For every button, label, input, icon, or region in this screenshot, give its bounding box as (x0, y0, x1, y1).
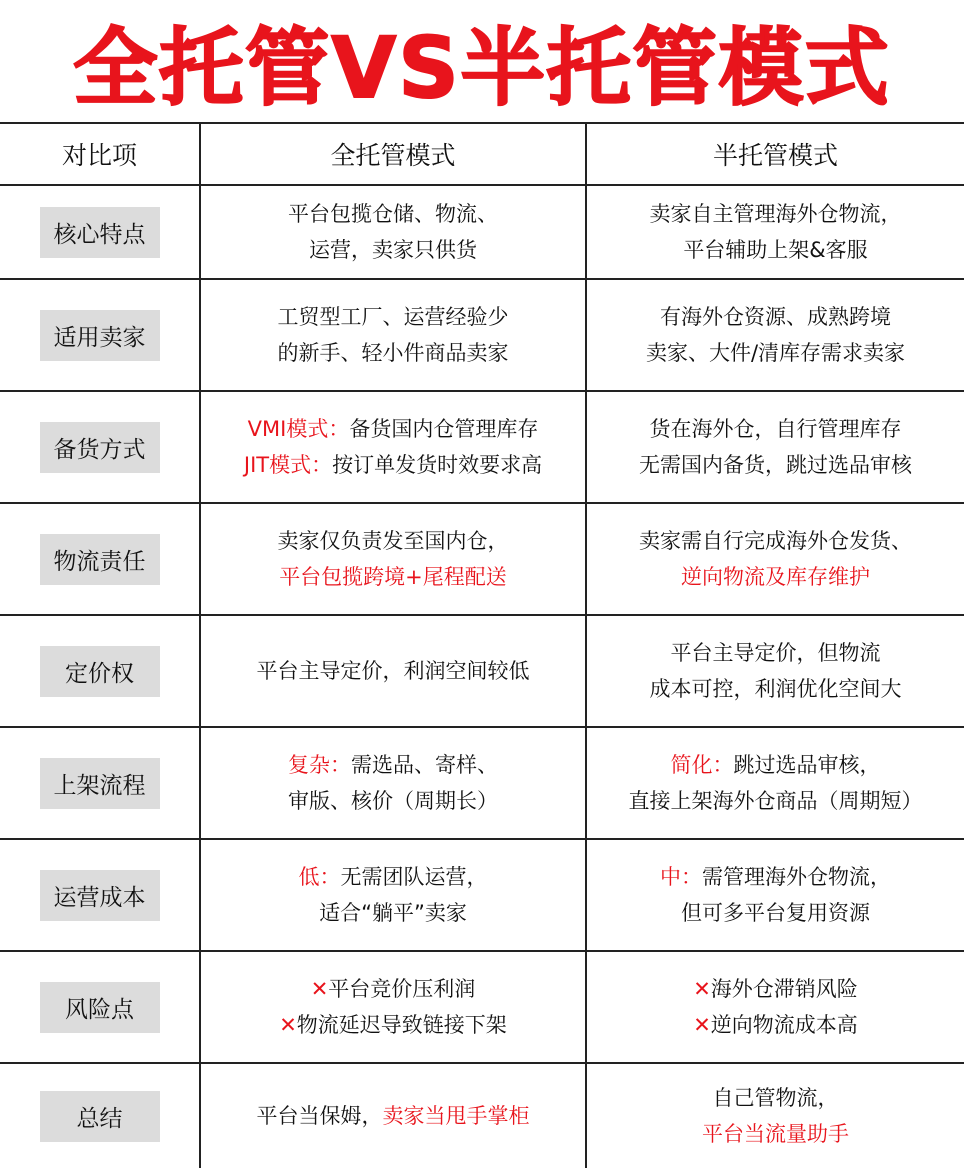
cell-text: 平台包揽仓储、物流、 (288, 202, 498, 226)
row-label-badge: 定价权 (40, 646, 160, 697)
cell-line (201, 1098, 585, 1134)
cell-line (201, 971, 585, 1007)
cell-line (201, 559, 585, 595)
cross-icon: ✕ (279, 1013, 297, 1037)
cell-text: 卖家仅负责发至国内仓， (277, 529, 509, 553)
cell-content (201, 299, 585, 371)
page-title: 全托管VS半托管模式 (73, 18, 891, 117)
semi-managed-cell (586, 185, 964, 279)
header-cell-semi-managed: 半托管模式 (586, 123, 964, 185)
row-label-cell (0, 615, 200, 727)
table-row (0, 391, 964, 503)
cell-text: 平台主导定价，利润空间较低 (256, 659, 530, 683)
table-row (0, 727, 964, 839)
cell-content (201, 859, 585, 931)
cell-line (201, 232, 585, 268)
cell-text: 平台主导定价，但物流 (670, 641, 881, 665)
cell-text: 无需团队运营， (340, 865, 488, 889)
cell-content (587, 299, 964, 371)
full-managed-cell (200, 185, 586, 279)
row-label-cell (0, 185, 200, 279)
cell-text: 逆向物流成本高 (710, 1013, 858, 1037)
row-label-badge: 备货方式 (40, 422, 160, 473)
cell-line (201, 523, 585, 559)
semi-managed-cell (586, 391, 964, 503)
cell-text: 货在海外仓，自行管理库存 (649, 417, 902, 441)
cell-text: 工贸型工厂、运营经验少 (277, 305, 509, 329)
cell-line (201, 1007, 585, 1043)
cell-line (201, 783, 585, 819)
cell-text: VMI模式： (247, 417, 350, 441)
cell-text: 平台包揽跨境+尾程配送 (279, 565, 507, 589)
cell-line (587, 232, 964, 268)
cell-content (587, 523, 964, 595)
table-row (0, 279, 964, 391)
row-label-cell (0, 503, 200, 615)
header-cell-item: 对比项 (0, 123, 200, 185)
cell-text: 自己管物流， (712, 1086, 839, 1110)
cell-text: 复杂： (288, 753, 351, 777)
semi-managed-cell (586, 727, 964, 839)
full-managed-cell (200, 727, 586, 839)
cell-text: 需管理海外仓物流， (702, 865, 891, 889)
cell-content (587, 635, 964, 707)
table-row (0, 615, 964, 727)
cell-line (201, 411, 585, 447)
cell-text: 跳过选品审核， (733, 753, 881, 777)
cell-content (201, 1098, 585, 1134)
full-managed-cell (200, 279, 586, 391)
cell-content (201, 411, 585, 483)
cell-text: 的新手、轻小件商品卖家 (277, 341, 509, 365)
comparison-table-body (0, 123, 964, 1168)
cell-text: 需选品、寄样、 (351, 753, 498, 777)
table-row (0, 1063, 964, 1168)
semi-managed-cell (586, 1063, 964, 1168)
cell-text: 平台竞价压利润 (328, 977, 476, 1001)
cell-text: 直接上架海外仓商品（周期短） (628, 789, 923, 813)
cell-text: 低： (298, 865, 341, 889)
cell-line (201, 895, 585, 931)
cell-text: JIT模式： (243, 453, 333, 477)
cell-line (587, 559, 964, 595)
cell-text: 但可多平台复用资源 (681, 901, 870, 925)
row-label-badge: 总结 (40, 1091, 160, 1142)
cell-content (587, 1080, 964, 1152)
cell-content (587, 196, 964, 268)
cell-text: 卖家需自行完成海外仓发货、 (639, 529, 912, 553)
row-label-cell (0, 951, 200, 1063)
row-label-badge: 运营成本 (40, 870, 160, 921)
cell-text: 备货国内仓管理库存 (349, 417, 539, 441)
cross-icon: ✕ (693, 1013, 711, 1037)
cross-icon: ✕ (310, 977, 329, 1001)
cell-text: 按订单发货时效要求高 (332, 453, 543, 477)
cell-line (587, 1080, 964, 1116)
cell-line (587, 635, 964, 671)
cell-line (201, 299, 585, 335)
semi-managed-cell (586, 615, 964, 727)
cell-text: 中： (660, 865, 702, 889)
semi-managed-cell (586, 503, 964, 615)
cell-text: 卖家、大件/清库存需求卖家 (645, 341, 906, 365)
cell-line (201, 859, 585, 895)
cell-content (201, 747, 585, 819)
cell-content (201, 523, 585, 595)
cell-line (201, 196, 585, 232)
table-header-row (0, 123, 964, 185)
row-label-badge: 物流责任 (40, 534, 160, 585)
cell-text: 平台辅助上架&客服 (683, 238, 868, 262)
table-row (0, 839, 964, 951)
row-label-badge: 适用卖家 (40, 310, 160, 361)
cell-line (201, 747, 585, 783)
cell-text: 无需国内备货，跳过选品审核 (639, 453, 912, 477)
cell-line (587, 523, 964, 559)
cell-text: 海外仓滞销风险 (710, 977, 858, 1001)
cell-line (587, 447, 964, 483)
cell-line (587, 671, 964, 707)
full-managed-cell (200, 391, 586, 503)
cell-content (587, 747, 964, 819)
cell-line (587, 1007, 964, 1043)
cell-line (587, 299, 964, 335)
cell-text: 平台当保姆， (256, 1104, 383, 1128)
table-row (0, 185, 964, 279)
cell-line (201, 447, 585, 483)
row-label-cell (0, 279, 200, 391)
cell-line (587, 859, 964, 895)
cell-text: 卖家当甩手掌柜 (382, 1104, 530, 1128)
cell-text: 成本可控，利润优化空间大 (649, 677, 902, 701)
row-label-badge: 上架流程 (40, 758, 160, 809)
cell-line (587, 971, 964, 1007)
cell-text: 物流延迟导致链接下架 (296, 1013, 507, 1037)
full-managed-cell (200, 951, 586, 1063)
cell-text: 平台当流量助手 (702, 1122, 849, 1146)
full-managed-cell (200, 1063, 586, 1168)
row-label-cell (0, 839, 200, 951)
full-managed-cell (200, 615, 586, 727)
table-row (0, 503, 964, 615)
cell-content (587, 411, 964, 483)
cell-line (587, 783, 964, 819)
row-label-cell (0, 1063, 200, 1168)
cell-line (587, 411, 964, 447)
cell-text: 适合“躺平”卖家 (319, 901, 467, 925)
cell-line (587, 895, 964, 931)
row-label-cell (0, 727, 200, 839)
cell-text: 运营，卖家只供货 (309, 238, 477, 262)
cell-line (587, 747, 964, 783)
cell-content (201, 196, 585, 268)
cell-content (201, 971, 585, 1043)
cell-text: 逆向物流及库存维护 (681, 565, 870, 589)
cell-text: 卖家自主管理海外仓物流， (649, 202, 902, 226)
cell-text: 审版、核价（周期长） (288, 789, 498, 813)
cell-line (201, 335, 585, 371)
header-cell-full-managed: 全托管模式 (200, 123, 586, 185)
table-row (0, 951, 964, 1063)
cell-line (201, 653, 585, 689)
full-managed-cell (200, 503, 586, 615)
semi-managed-cell (586, 839, 964, 951)
cell-line (587, 335, 964, 371)
cell-line (587, 196, 964, 232)
row-label-badge: 风险点 (40, 982, 160, 1033)
cell-content (587, 971, 964, 1043)
row-label-badge: 核心特点 (40, 207, 160, 258)
comparison-table (0, 122, 964, 1168)
cross-icon: ✕ (693, 977, 711, 1001)
cell-text: 有海外仓资源、成熟跨境 (660, 305, 891, 329)
cell-content (201, 653, 585, 689)
cell-content (587, 859, 964, 931)
full-managed-cell (200, 839, 586, 951)
semi-managed-cell (586, 279, 964, 391)
row-label-cell (0, 391, 200, 503)
semi-managed-cell (586, 951, 964, 1063)
cell-text: 简化： (670, 753, 734, 777)
